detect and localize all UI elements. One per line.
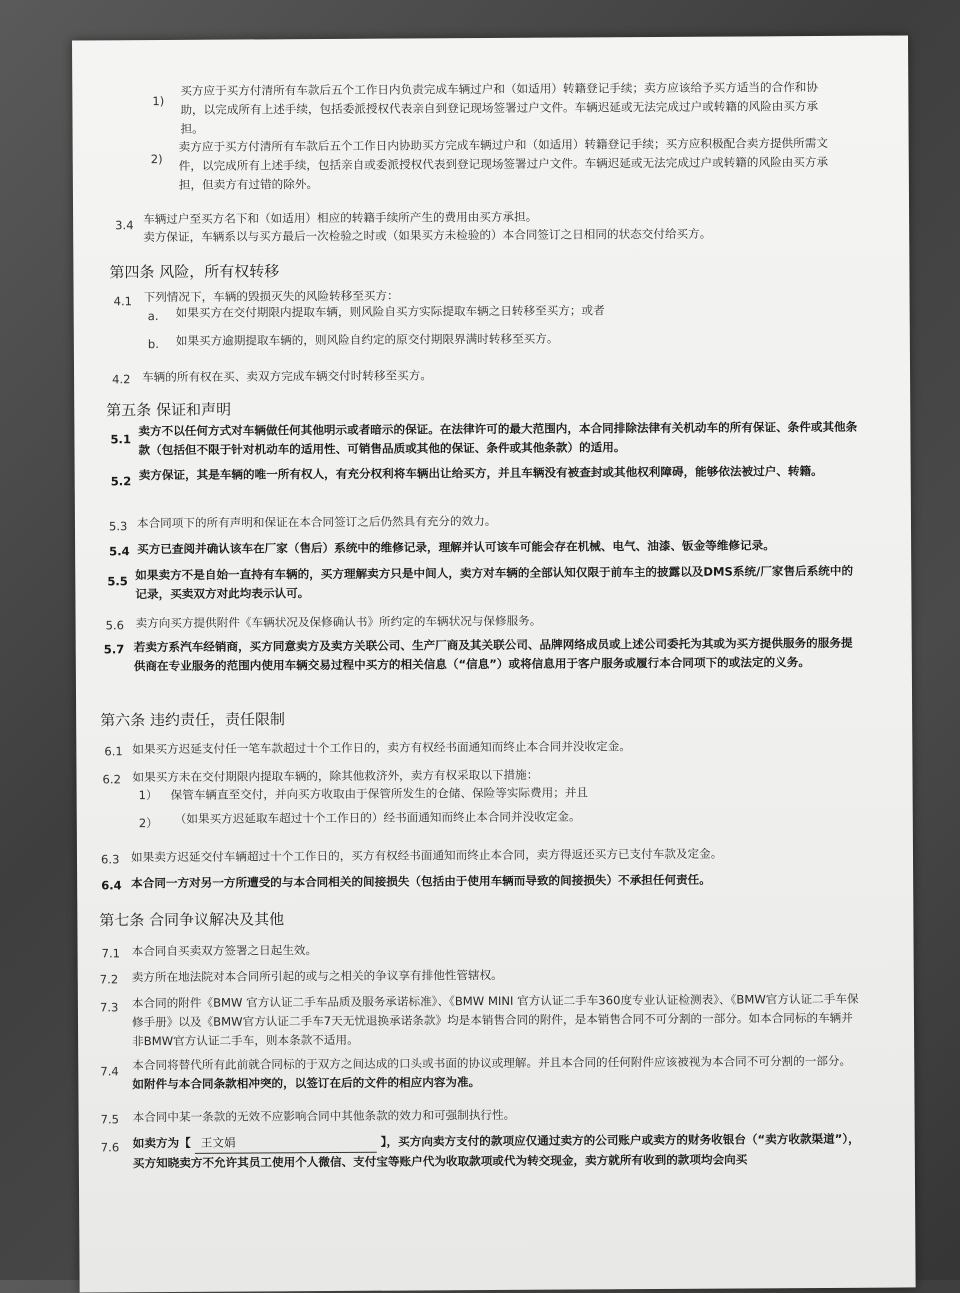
clause-text: 卖方不以任何方式对车辆做任何其他明示或者暗示的保证。在法律许可的最大范围内，本合同排除法律有关机动车的所有保证、条件或其他条款（包括但不限于针对机动车的适用性、可销售品质或其他的保证、条件或其他条款）的适用。 (138, 419, 858, 458)
clause-text: （如果买方迟延取车超过十个工作日的）经书面通知而终止本合同并没收定金。 (174, 809, 581, 826)
clause-text-part: 本合同将替代所有此前就合同标的于双方之间达成的口头或书面的协议或理解。并且本合同的任何附件应该被视为本合同不可分割的一部分。 (132, 1053, 852, 1073)
clause-num: 6.4 (101, 878, 122, 893)
item-num: a. (147, 309, 159, 324)
clause-num: 7.3 (99, 1000, 119, 1015)
item-num: 1) (152, 93, 165, 109)
clause-num: 6.2 (102, 772, 122, 787)
clause-num: 6.3 (100, 852, 120, 867)
clause-text: 本合同中某一条款的无效不应影响合同中其他条款的效力和可强制执行性。 (132, 1107, 516, 1125)
clause-text: 卖方向买方提供附件《车辆状况及保修确认书》所约定的车辆状况与保修服务。 (135, 613, 542, 631)
clause-num: 4.2 (112, 372, 131, 387)
item-num: 1） (138, 788, 158, 803)
clause-text: 本合同的附件《BMW 官方认证二手车品质及服务承诺标准》、《BMW MINI 官方认证二手车360度专业认证检测表》、《BMW官方认证二手车保修手册》以及《BMW官方认证二手车7天无忧退换承诺条款》均是本销售合同的附件，是本销售合同不可分割的一部分。如本合同标的车辆并非BMW官方认证二手车，则本条款不适用。 (131, 991, 859, 1049)
clause-text: 买方应于买方付清所有车款后五个工作日内负责完成车辆过户和（如适用）转籍登记手续；卖方应该给予买方适当的合作和协助，以完成所有上述手续，包括委派授权代表亲自到登记现场签署过户文件。车辆迟延或无法完成过户或转籍的风险由买方承担。 (180, 79, 819, 136)
clause-text: 下列情况下，车辆的毁损灭失的风险转移至买方： (143, 288, 399, 305)
clause-text: 若卖方系汽车经销商，买方同意卖方及卖方关联公司、生产厂商及其关联公司、品牌网络成员或上述公司委托为其或为买方提供服务的服务提供商在专业服务的范围内使用车辆交易过程中买方的相关信息（“信息”）或将信息用于客户服务或履行本合同项下的或法定的义务。 (133, 635, 853, 674)
clause-text: 如果买方逾期提取车辆的，则风险自约定的原交付期限界满时转移至买方。 (175, 331, 559, 348)
clause-num: 5.4 (109, 544, 130, 559)
clause-text (132, 1052, 862, 1094)
clause-num: 4.1 (113, 294, 133, 309)
article-heading: 第五条 保证和声明 (106, 400, 232, 420)
clause-num: 7.6 (100, 1140, 120, 1155)
clause-prefix: 如卖方为【 (132, 1135, 191, 1151)
clause-text: 本合同一方对另一方所遭受的与本合同相关的间接损失（包括由于使用车辆而导致的间接损失）不承担任何责任。 (131, 872, 711, 891)
clause-text: 车辆的所有权在买、卖双方完成车辆交付时转移至买方。 (142, 368, 432, 385)
clause-num: 6.1 (104, 744, 123, 759)
article-heading: 第四条 风险，所有权转移 (109, 262, 280, 282)
clause-num: 5.3 (108, 519, 128, 534)
clause-num: 5.6 (105, 618, 125, 633)
item-num: b. (147, 337, 159, 352)
clause-text: 如果卖方迟延交付车辆超过十个工作日的，买方有权经书面通知而终止本合同，卖方得返还买方已支付车款及定金。 (130, 846, 723, 865)
clause-num: 7.1 (101, 946, 121, 961)
clause-text-bold: 如附件与本合同条款相冲突的，以签订在后的文件的相应内容为准。 (132, 1075, 481, 1092)
clause-num: 7.5 (100, 1112, 120, 1127)
clause-text: 如果卖方不是自始一直持有车辆的，买方理解卖方只是中间人，卖方对车辆的全部认知仅限于前车主的披露以及DMS系统/厂家售后系统中的记录，买卖双方对此均表示认可。 (135, 563, 854, 602)
clause-num: 5.2 (110, 474, 132, 489)
clause-suffix: 】，买方向卖方支付的款项应仅通过卖方的公司账户或卖方的财务收银台（“卖方收款渠道”），买方知晓卖方不允许其员工使用个人微信、支付宝等账户代为收取款项或代为转交现金，卖方就所有收到的款项均会向买 (132, 1131, 860, 1171)
article-heading: 第七条 合同争议解决及其他 (99, 910, 285, 930)
clause-text: 保管车辆直至交付，并向买方收取由于保管所发生的仓储、保险等实际费用；并且 (170, 785, 589, 802)
clause-text: 车辆过户至买方名下和（如适用）相应的转籍手续所产生的费用由买方承担。 (143, 209, 538, 227)
clause-text: 本合同项下的所有声明和保证在本合同签订之后仍然具有充分的效力。 (136, 513, 497, 531)
clause-num: 5.7 (103, 642, 125, 657)
clause-text: 卖方保证，车辆系以与买方最后一次检验之时或（如果买方未检验的）本合同签订之日相同的状态交付给买方。 (143, 226, 712, 245)
seller-name-field: 王文娟 (195, 1133, 377, 1154)
article-heading: 第六条 违约责任，责任限制 (100, 710, 285, 730)
clause-text: 本合同自买卖双方签署之日起生效。 (131, 943, 318, 959)
contract-page (72, 35, 916, 1292)
item-num: 2) (150, 152, 163, 167)
clause-text (133, 1130, 871, 1174)
clause-text: 卖方所在地法院对本合同所引起的或与之相关的争议享有排他性管辖权。 (131, 967, 503, 985)
clause-num: 3.4 (115, 218, 134, 233)
clause-num: 5.1 (110, 432, 132, 447)
clause-text: 如果买方未在交付期限内提取车辆的，除其他救济外，卖方有权采取以下措施： (132, 767, 539, 785)
clause-text: 如果买方在交付期限内提取车辆，则风险自买方实际提取车辆之日转移至买方；或者 (175, 303, 605, 320)
clause-num: 5.5 (107, 574, 128, 589)
clause-text: 如果买方迟延支付任一笔车款超过十个工作日的，卖方有权经书面通知而终止本合同并没收定金。 (132, 739, 631, 757)
item-num: 2） (138, 816, 158, 831)
clause-text: 卖方应于买方付清所有车款后五个工作日内协助买方完成车辆过户和（如适用）转籍登记手续；买方应积极配合卖方提供所需文件，以完成所有上述手续，包括亲自或委派授权代表到登记现场签署过户文件。车辆迟延或无法完成过户或转籍的风险由买方承担，但卖方有过错的除外。 (178, 135, 829, 192)
clause-text: 买方已查阅并确认该车在厂家（售后）系统中的维修记录，理解并认可该车可能会存在机械、电气、油漆、钣金等维修记录。 (137, 538, 775, 557)
clause-num: 7.4 (100, 1064, 119, 1079)
clause-text: 卖方保证，其是车辆的唯一所有权人，有充分权利将车辆出让给买方，并且车辆没有被查封或其他权利障碍，能够依法被过户、转籍。 (138, 463, 823, 483)
clause-num: 7.2 (99, 972, 119, 987)
